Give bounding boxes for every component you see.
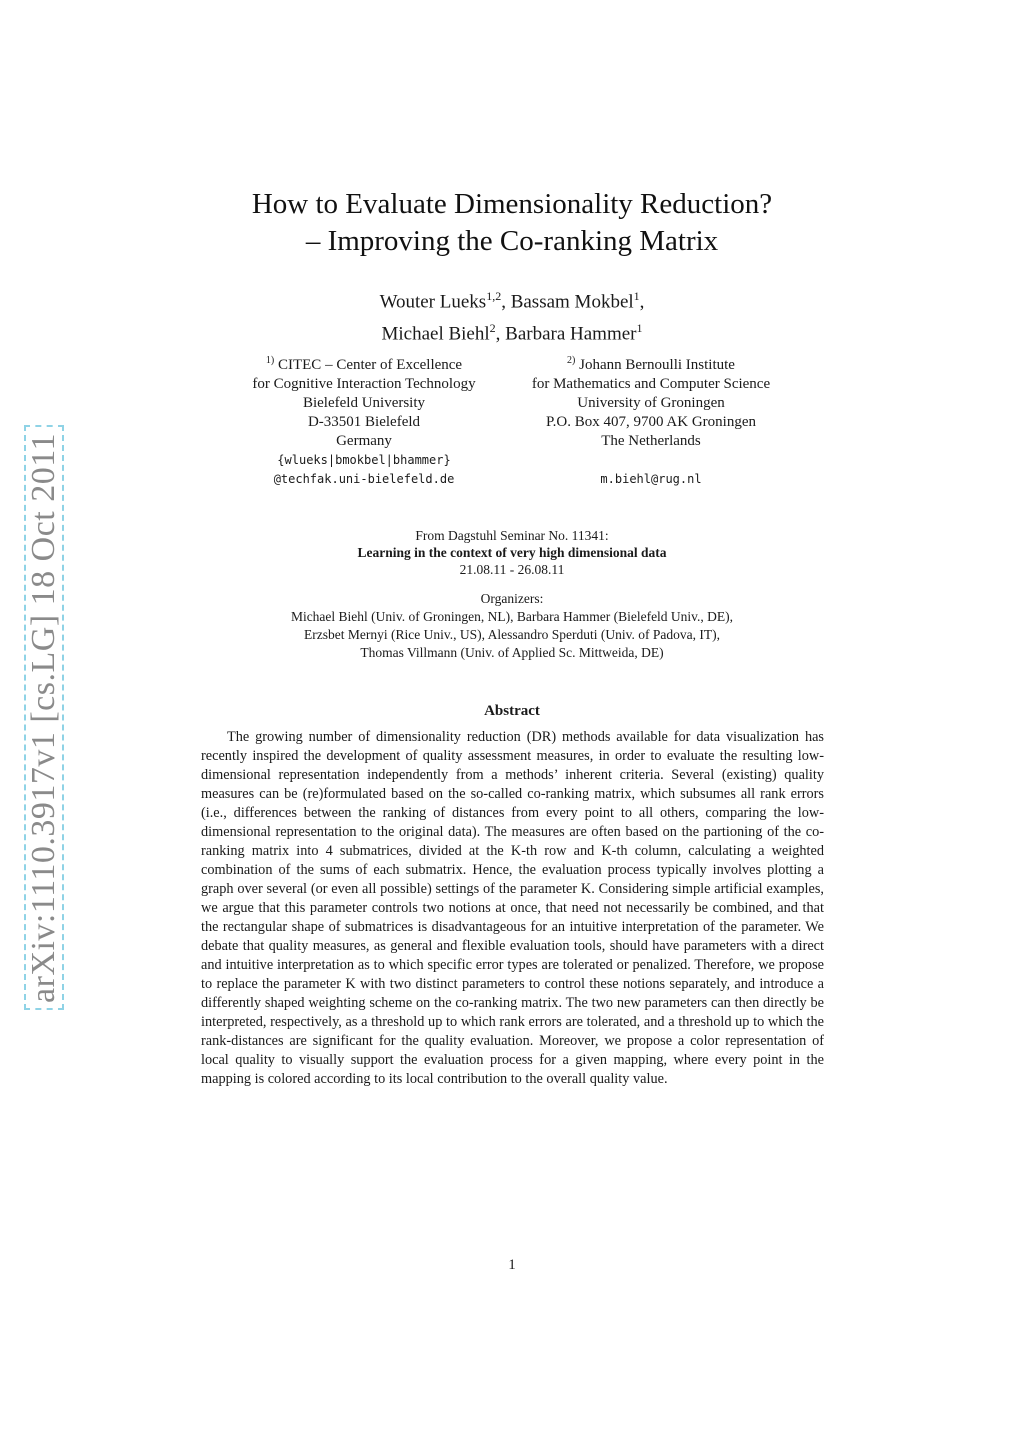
affiliation-line: Bielefeld University xyxy=(302,395,426,411)
title-line-2: – Improving the Co-ranking Matrix xyxy=(305,225,719,257)
affiliation-block-2 xyxy=(506,351,796,489)
organizers-block xyxy=(0,590,1024,662)
affiliation-line: P.O. Box 407, 9700 AK Groningen xyxy=(545,414,756,430)
author-affiliation-mark: 2 xyxy=(489,321,496,336)
organizers-line: Erzsbet Mernyi (Rice Univ., US), Alessandro Sperduti (Univ. of Padova, IT), xyxy=(304,627,720,642)
email-line: @techfak.uni-bielefeld.de xyxy=(273,472,455,486)
seminar-number: From Dagstuhl Seminar No. 11341: xyxy=(415,528,609,543)
affiliation-line: $^{2)}$ Johann Bernoulli Institute xyxy=(567,355,735,373)
title-line-1: How to Evaluate Dimensionality Reduction? xyxy=(251,188,773,220)
email-line: {wlueks|bmokbel|bhammer} xyxy=(277,453,451,467)
organizers-line: Michael Biehl (Univ. of Groningen, NL), Barbara Hammer (Bielefeld Univ., DE), xyxy=(290,609,734,624)
paper-title xyxy=(0,186,1024,260)
author-separator: , xyxy=(501,291,511,313)
author-name: Wouter Lueks xyxy=(379,291,487,313)
organizers-line: Thomas Villmann (Univ. of Applied Sc. Mittweida, DE) xyxy=(360,645,664,660)
organizers-heading: Organizers: xyxy=(480,591,544,606)
email-line: m.biehl@rug.nl xyxy=(600,472,702,486)
seminar-info xyxy=(0,527,1024,578)
author-line-2 xyxy=(0,315,1024,347)
author-affiliation-mark: 1 xyxy=(633,289,640,303)
author-affiliation-mark: 1,2 xyxy=(486,289,502,303)
affiliation-line: The Netherlands xyxy=(601,433,701,449)
affiliation-mark: 2) xyxy=(567,355,576,366)
seminar-title: Learning in the context of very high dimensional data xyxy=(357,545,667,560)
author-list xyxy=(0,283,1024,348)
abstract-heading: Abstract xyxy=(484,703,540,719)
affiliation-line: for Cognitive Interaction Technology xyxy=(252,376,476,392)
seminar-dates: 21.08.11 - 26.08.11 xyxy=(459,562,565,577)
abstract-body: The growing number of dimensionality reduction (DR) methods available for data visualization has recently inspired the development of quality assessment measures, in order to evaluate the resulting low-dimensional representation independently from a methods’ inherent criteria. Several (existing) quality measures can be (re)formulated based on the so-called co-ranking matrix, which subsumes all rank errors (i.e., differences between the ranking of distances from every point to all others, comparing the low-dimensional representation to the original data). The measures are often based on the partioning of the co-ranking matrix into 4 submatrices, divided at the K-th row and K-th column, calculating a weighted combination of the sums of each submatrix. Hence, the evaluation process typically involves plotting a graph over several (or even all possible) settings of the parameter K. Considering simple artificial examples, we argue that this parameter controls two notions at once, that need not necessarily be combined, and that the rectangular shape of submatrices is disadvantageous for an intuitive interpretation of the parameter. We debate that quality measures, as general and flexible evaluation tools, should have parameters with a direct and intuitive interpretation as to which specific error types are tolerated or penalized. Therefore, we propose to replace the parameter K with two distinct parameters to control these notions separately, and introduce a differently shaped weighting scheme on the co-ranking matrix. The two new parameters can then directly be interpreted, respectively, as a threshold up to which rank errors are tolerated, and a threshold up to which the rank-distances are significant for the quality evaluation. Moreover, we propose a color representation of local quality to visually support the evaluation process for a given mapping, where every point in the mapping is colored according to its local contribution to the overall quality value. xyxy=(201,729,824,1087)
author-separator: , xyxy=(639,291,645,313)
page-number: 1 xyxy=(508,1257,516,1273)
author-line-1 xyxy=(0,283,1024,315)
affiliation-mark: 1) xyxy=(265,355,275,366)
arxiv-identifier-text: arXiv:1110.3917v1 [cs.LG] 18 Oct 2011 xyxy=(25,432,62,1003)
affiliation-block-1 xyxy=(228,351,500,489)
affiliation-line: $^{1)}$ CITEC – Center of Excellence xyxy=(265,355,463,373)
author-affiliation-mark: 1 xyxy=(636,321,643,336)
author-name: Michael Biehl xyxy=(381,323,490,345)
email-line xyxy=(506,451,796,470)
affiliation-line: for Mathematics and Computer Science xyxy=(531,376,771,392)
author-separator: , xyxy=(495,323,506,345)
author-name: Barbara Hammer xyxy=(505,323,637,345)
affiliation-line: D-33501 Bielefeld xyxy=(307,414,421,430)
affiliation-line: University of Groningen xyxy=(577,395,725,411)
affiliation-line: Germany xyxy=(336,433,392,449)
author-name: Bassam Mokbel xyxy=(510,291,634,313)
